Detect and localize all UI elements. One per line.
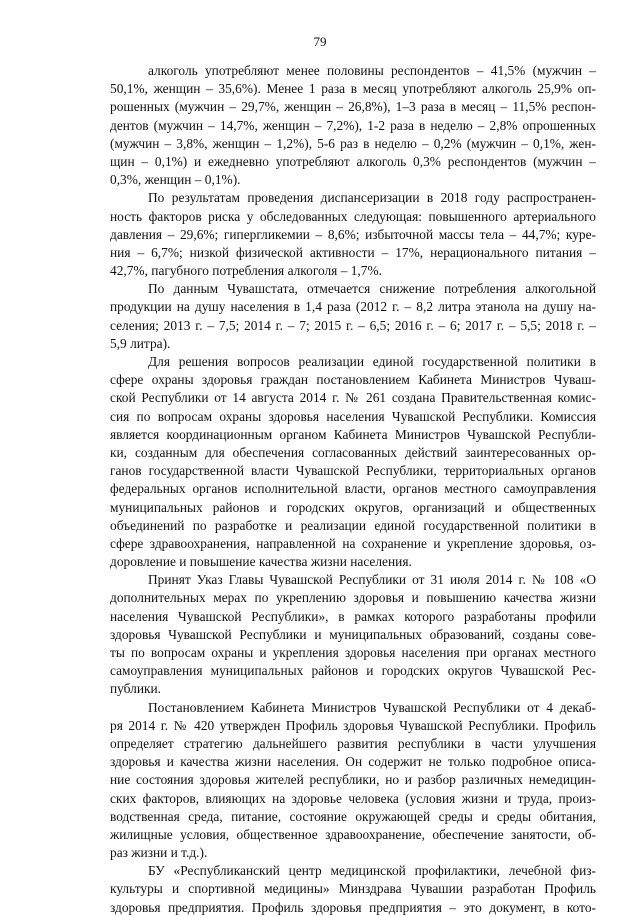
text-line: По результатам проведения диспансеризации в 2018 году распространен- <box>148 190 596 206</box>
text-line: рошенных (мужчин – 29,7%, женщин – 26,8%), 1–3 раза в месяц – 11,5% респон- <box>110 99 596 115</box>
text-line: 42,7%, пагубного потребления алкоголя – 1,7%. <box>110 263 382 279</box>
paragraph <box>110 699 596 863</box>
text-line: населения Чувашской Республики», в рамках которого разработаны профили <box>110 608 596 624</box>
text-line: По данным Чувашстата, отмечается снижение потребления алкогольной <box>148 281 596 297</box>
text-line: здоровья и качества жизни населения. Он содержит не только подробное описа- <box>110 754 596 770</box>
text-line: ских факторов, влияющих на здоровье человека (условия жизни и труда, произ- <box>110 790 596 806</box>
text-line: дополнительных мерах по укреплению здоровья и повышению качества жизни <box>110 590 596 606</box>
page-number: 79 <box>313 34 327 49</box>
text-line: сия по вопросам охраны здоровья населения Чувашской Республики. Комиссия <box>110 408 596 424</box>
text-line: ность факторов риска у обследованных следующая: повышенного артериального <box>110 208 596 224</box>
text-line: ты по вопросам охраны и укрепления здоровья населения при органах местного <box>110 645 596 660</box>
paragraph <box>110 353 596 571</box>
text-line: Постановлением Кабинета Министров Чувашской Республики от 4 декаб- <box>148 699 596 715</box>
paragraph <box>110 280 596 353</box>
text-line: объединений по разработке и реализации единой государственной политики в <box>110 517 596 533</box>
text-line: 0,3%, женщин – 0,1%). <box>110 172 241 188</box>
text-line: 50,1%, женщин – 35,6%). Менее 1 раза в месяц употребляют алкоголь 25,9% оп- <box>110 81 596 97</box>
text-line: ской Республики от 14 августа 2014 г. № 261 создана Правительственная комис- <box>110 390 596 406</box>
text-line: федеральных органов исполнительной власти, органов местного самоуправления <box>110 481 596 497</box>
text-line: жилищные условия, общественное здравоохранение, обеспечение занятости, об- <box>110 826 596 842</box>
text-line: является координационным органом Кабинета Министров Чувашской Республи- <box>110 426 596 442</box>
text-line: самоуправления муниципальных районов и городских округов Чувашской Рес- <box>110 663 596 679</box>
page-body <box>110 62 596 917</box>
text-line: продукции на душу населения в 1,4 раза (2012 г. – 8,2 литра этанола на душу на- <box>110 299 596 315</box>
paragraph <box>110 189 596 280</box>
text-line: доровление и повышение качества жизни населения. <box>110 554 412 570</box>
text-line: ния – 6,7%; низкой физической активности – 17%, нерационального питания – <box>110 244 596 260</box>
text-line: сфере здравоохранения, направленной на сохранение и укрепление здоровья, оз- <box>110 535 596 551</box>
text-line: Для решения вопросов реализации единой государственной политики в <box>148 354 596 369</box>
text-line: Принят Указ Главы Чувашской Республики от 31 июля 2014 г. № 108 «О <box>148 572 596 588</box>
text-line: публики. <box>110 681 162 697</box>
text-line: определяет стратегию дальнейшего развития республики в части улучшения <box>110 735 596 751</box>
text-line: БУ «Республиканский центр медицинской профилактики, лечебной физ- <box>148 863 596 879</box>
paragraph <box>110 862 596 917</box>
text-line: (мужчин – 3,8%, женщин – 1,2%), 5-6 раз в неделю – 0,2% (мужчин – 0,1%, жен- <box>110 135 596 151</box>
text-line: алкоголь употребляют менее половины респондентов – 41,5% (мужчин – <box>148 63 596 78</box>
text-line: ганов государственной власти Чувашской Республики, территориальных органов <box>110 463 596 479</box>
text-line: здоровья Чувашской Республики и муниципальных образований, созданы сове- <box>110 626 596 642</box>
paragraph <box>110 571 596 698</box>
text-line: водственная среда, питание, состояние окружающей среды и среды обитания, <box>110 808 596 824</box>
text-line: ки, созданным для обеспечения согласованных действий заинтересованных ор- <box>110 444 596 460</box>
text-line: муниципальных районов и городских округов, организаций и общественных <box>110 499 596 515</box>
text-line: сфере охраны здоровья граждан постановлением Кабинета Министров Чуваш- <box>110 372 596 388</box>
text-line: 5,9 литра). <box>110 335 171 351</box>
paragraph <box>110 62 596 189</box>
text-line: культуры и спортивной медицины» Минздрава Чувашии разработан Профиль <box>110 881 596 897</box>
text-line: ря 2014 г. № 420 утвержден Профиль здоровья Чувашской Республики. Профиль <box>110 717 596 733</box>
text-line: ние состояния здоровья жителей республики, но и разбор различных немедицин- <box>110 772 596 788</box>
text-line: здоровья предприятия. Профиль здоровья предприятия – это документ, в кото- <box>110 899 596 915</box>
text-line: селения; 2013 г. – 7,5; 2014 г. – 7; 2015 г. – 6,5; 2016 г. – 6; 2017 г. – 5,5; 2018 г. – <box>110 317 596 333</box>
text-line: давления – 29,6%; гипергликемии – 8,6%; избыточной массы тела – 44,7%; куре- <box>110 226 596 242</box>
text-line: дентов (мужчин – 14,7%, женщин – 7,2%), 1-2 раза в неделю – 2,8% опрошенных <box>110 117 596 133</box>
text-line: раз жизни и т.д.). <box>110 845 208 861</box>
text-line: щин – 0,1%) и ежедневно употребляют алкоголь 0,3% респондентов (мужчин – <box>110 153 596 169</box>
